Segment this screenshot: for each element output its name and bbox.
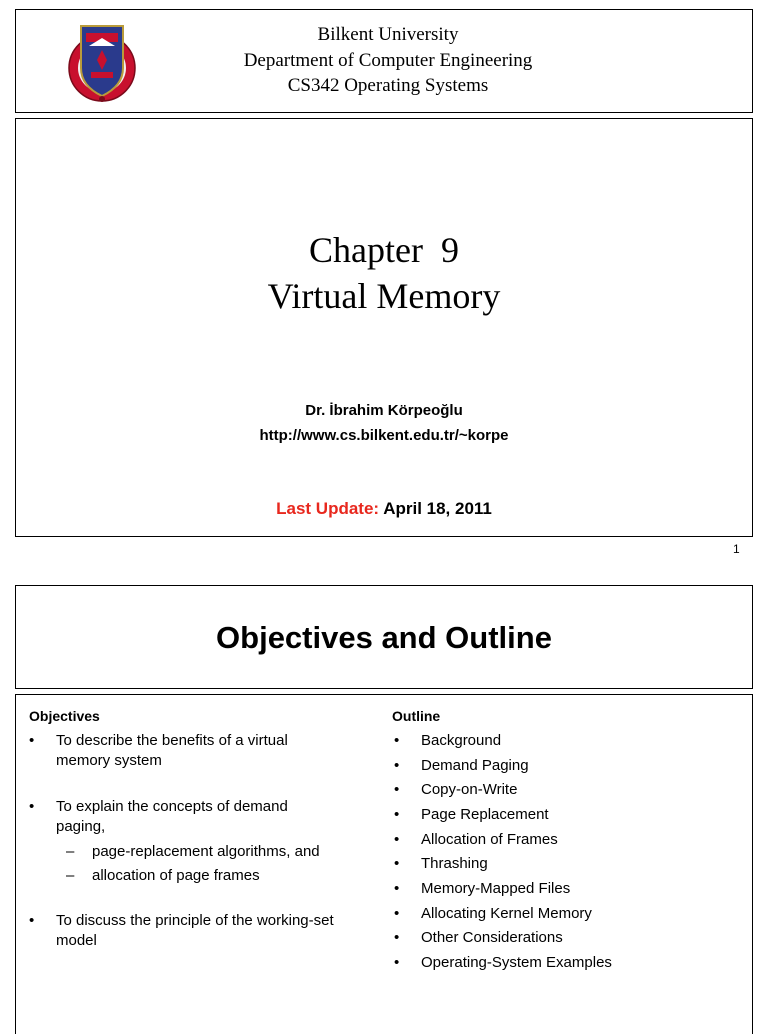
- outline-text: Demand Paging: [421, 757, 529, 774]
- institution-lines: [16, 22, 752, 99]
- author-url: http://www.cs.bilkent.edu.tr/~korpe: [259, 427, 509, 444]
- sub-item-text: allocation of page frames: [92, 867, 260, 884]
- outline-heading: Outline: [392, 708, 441, 724]
- bullet-icon: •: [29, 912, 35, 929]
- objective-text: To explain the concepts of demand paging,: [56, 798, 288, 835]
- bullet-icon: •: [394, 831, 400, 848]
- bullet-icon: •: [394, 905, 400, 922]
- bullet-icon: •: [394, 806, 400, 823]
- dash-icon: –: [66, 867, 75, 884]
- university-name: Bilkent University: [317, 24, 459, 45]
- bullet-icon: •: [394, 757, 400, 774]
- outline-text: Copy-on-Write: [421, 781, 518, 798]
- bullet-icon: •: [29, 798, 35, 815]
- department-name: Department of Computer Engineering: [243, 49, 533, 71]
- title-slide: [15, 118, 753, 537]
- slide-title: Objectives and Outline: [216, 620, 552, 655]
- header-slide: [15, 9, 753, 113]
- objective-text: To discuss the principle of the working-set model: [56, 912, 334, 949]
- course-name: CS342 Operating Systems: [287, 75, 489, 96]
- outline-text: Page Replacement: [421, 806, 549, 823]
- objective-text: To describe the benefits of a virtual memory system: [56, 732, 288, 769]
- dash-icon: –: [66, 843, 75, 860]
- outline-text: Allocation of Frames: [421, 831, 558, 848]
- bullet-icon: •: [394, 929, 400, 946]
- bullet-icon: •: [394, 954, 400, 971]
- last-update-label: Last Update:: [276, 499, 380, 518]
- outline-text: Other Considerations: [421, 929, 563, 946]
- outline-text: Allocating Kernel Memory: [421, 905, 592, 922]
- bullet-icon: •: [394, 781, 400, 798]
- bullet-icon: •: [394, 732, 400, 749]
- chapter-title: Virtual Memory: [267, 276, 501, 316]
- last-update: [16, 499, 752, 519]
- bullet-icon: •: [394, 880, 400, 897]
- sub-item-text: page-replacement algorithms, and: [92, 843, 320, 860]
- chapter-number: Chapter 9: [309, 230, 459, 270]
- author-name: Dr. İbrahim Körpeoğlu: [305, 402, 463, 419]
- objectives-heading: Objectives: [29, 708, 100, 724]
- outline-text: Background: [421, 732, 502, 749]
- page-number: 1: [733, 542, 740, 556]
- author-block: [16, 398, 752, 448]
- outline-text: Thrashing: [421, 855, 488, 872]
- objectives-content-slide: [15, 694, 753, 1034]
- bullet-icon: •: [394, 855, 400, 872]
- last-update-date: April 18, 2011: [383, 499, 492, 518]
- outline-text: Memory-Mapped Files: [421, 880, 571, 897]
- objectives-title-slide: [15, 585, 753, 689]
- chapter-heading: [16, 227, 752, 319]
- outline-text: Operating-System Examples: [421, 954, 612, 971]
- bullet-icon: •: [29, 732, 35, 749]
